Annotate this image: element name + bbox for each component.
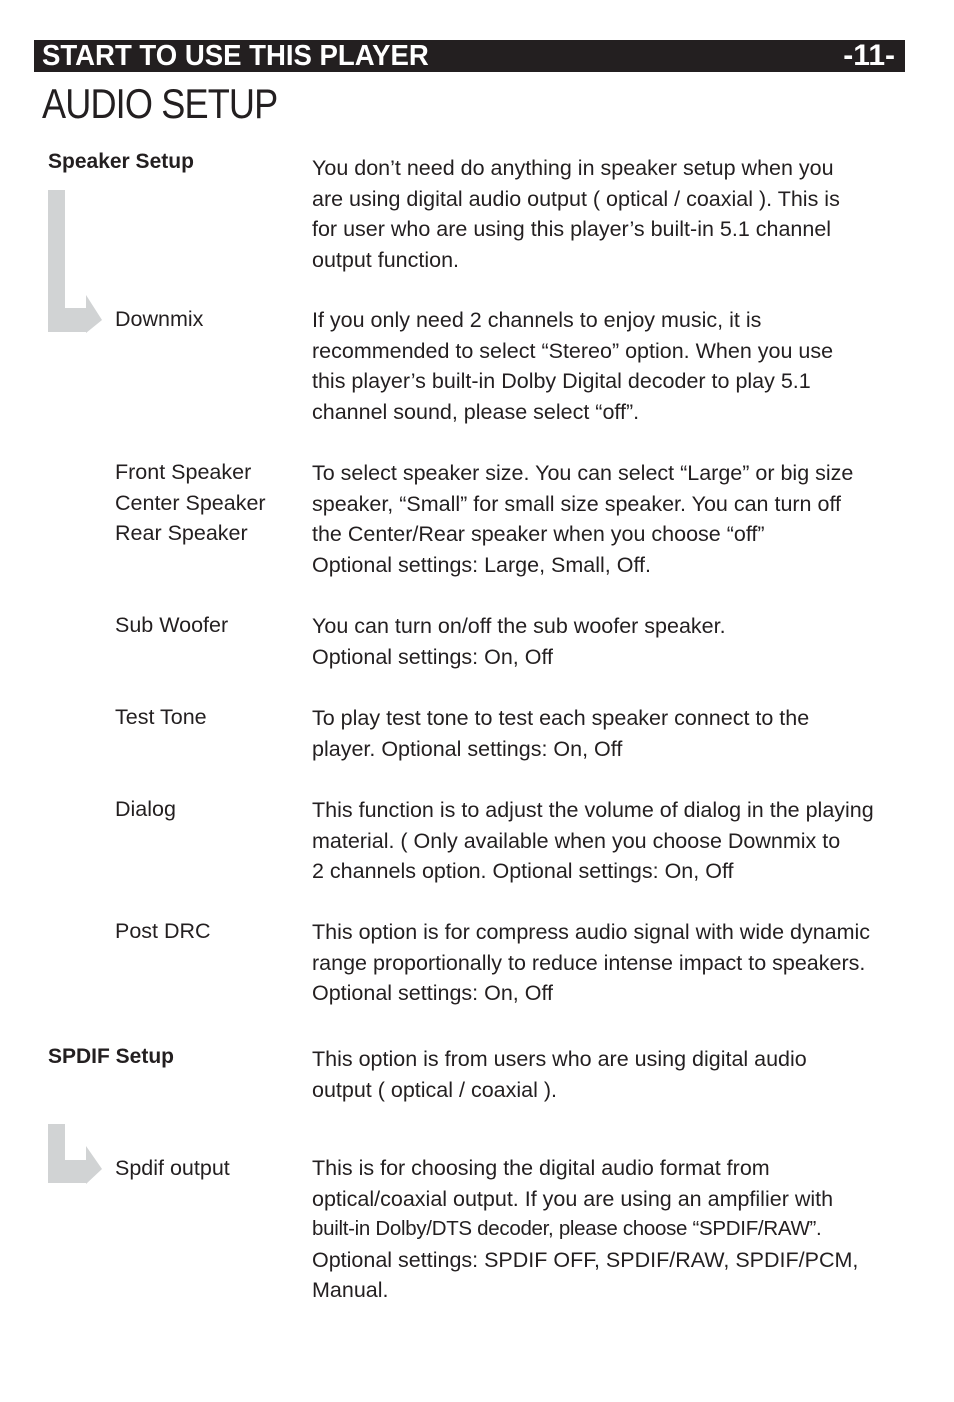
description-line: Optional settings: Large, Small, Off. [312,552,651,577]
description-line: material. ( Only available when you choose Downmix to [312,828,841,853]
front-speaker-label: Front Speaker [115,460,252,484]
description-line: You don’t need do anything in speaker setup when you [312,156,834,180]
description-line: optical/coaxial output. If you are using an ampfilier with [312,1186,834,1211]
speaker-setup-heading: Speaker Setup [48,150,194,173]
description-line: output function. [312,247,460,272]
description-line: To select speaker size. You can select “Large” or big size [312,461,854,485]
description-line: Optional settings: On, Off [312,644,554,669]
page-title: AUDIO SETUP [42,80,278,127]
center-speaker-label: Center Speaker [115,490,266,515]
test-tone-description [312,703,912,764]
section-title: START TO USE THIS PLAYER [42,40,429,72]
sub-item-arrow-icon [48,190,104,335]
description-line: Optional settings: SPDIF OFF, SPDIF/RAW, SPDIF/PCM, [312,1247,859,1272]
description-line: If you only need 2 channels to enjoy music, it is [312,308,762,332]
description-line: Optional settings: On, Off [312,981,554,1006]
description-line: built-in Dolby/DTS decoder, please choose “SPDIF/RAW”. [312,1217,822,1241]
description-line: this player’s built-in Dolby Digital decoder to play 5.1 [312,369,811,394]
rear-speaker-label: Rear Speaker [115,521,248,545]
description-line: for user who are using this player’s built-in 5.1 channel [312,217,832,242]
sub-item-arrow-icon [48,1124,104,1186]
downmix-description [312,305,912,427]
description-line: output ( optical / coaxial ). [312,1077,557,1102]
sub-woofer-label: Sub Woofer [115,613,229,637]
description-line: This function is to adjust the volume of dialog in the playing [312,798,874,822]
test-tone-label: Test Tone [115,705,207,729]
description-line: are using digital audio output ( optical / coaxial ). This is [312,186,840,211]
sub-woofer-description [312,611,912,672]
description-line: This option is for compress audio signal with wide dynamic [312,920,871,944]
description-line: player. Optional settings: On, Off [312,736,623,761]
description-line: 2 channels option. Optional settings: On, Off [312,859,734,884]
dialog-description [312,795,912,887]
page-number: -11- [843,39,895,72]
description-line: To play test tone to test each speaker connect to the [312,706,810,730]
downmix-label: Downmix [115,307,204,331]
post-drc-description [312,917,912,1009]
dialog-label: Dialog [115,797,176,821]
description-line: Manual. [312,1278,389,1303]
description-line: channel sound, please select “off”. [312,399,640,424]
description-line: You can turn on/off the sub woofer speaker. [312,614,726,638]
description-line: This is for choosing the digital audio format from [312,1156,770,1180]
spdif-setup-heading: SPDIF Setup [48,1045,175,1068]
description-line: speaker, “Small” for small size speaker. You can turn off [312,491,842,516]
speaker-labels [115,457,266,549]
description-line: range proportionally to reduce intense impact to speakers. [312,950,866,975]
spdif-output-description [312,1153,912,1306]
post-drc-label: Post DRC [115,919,211,943]
description-line: This option is from users who are using digital audio [312,1047,807,1071]
page-header-bar [34,40,905,72]
spdif-output-label: Spdif output [115,1156,230,1180]
speaker-size-description [312,458,912,580]
speaker-setup-description [312,153,912,275]
description-line: recommended to select “Stereo” option. When you use [312,338,834,363]
description-line: the Center/Rear speaker when you choose “off” [312,522,765,547]
spdif-setup-description [312,1044,912,1105]
